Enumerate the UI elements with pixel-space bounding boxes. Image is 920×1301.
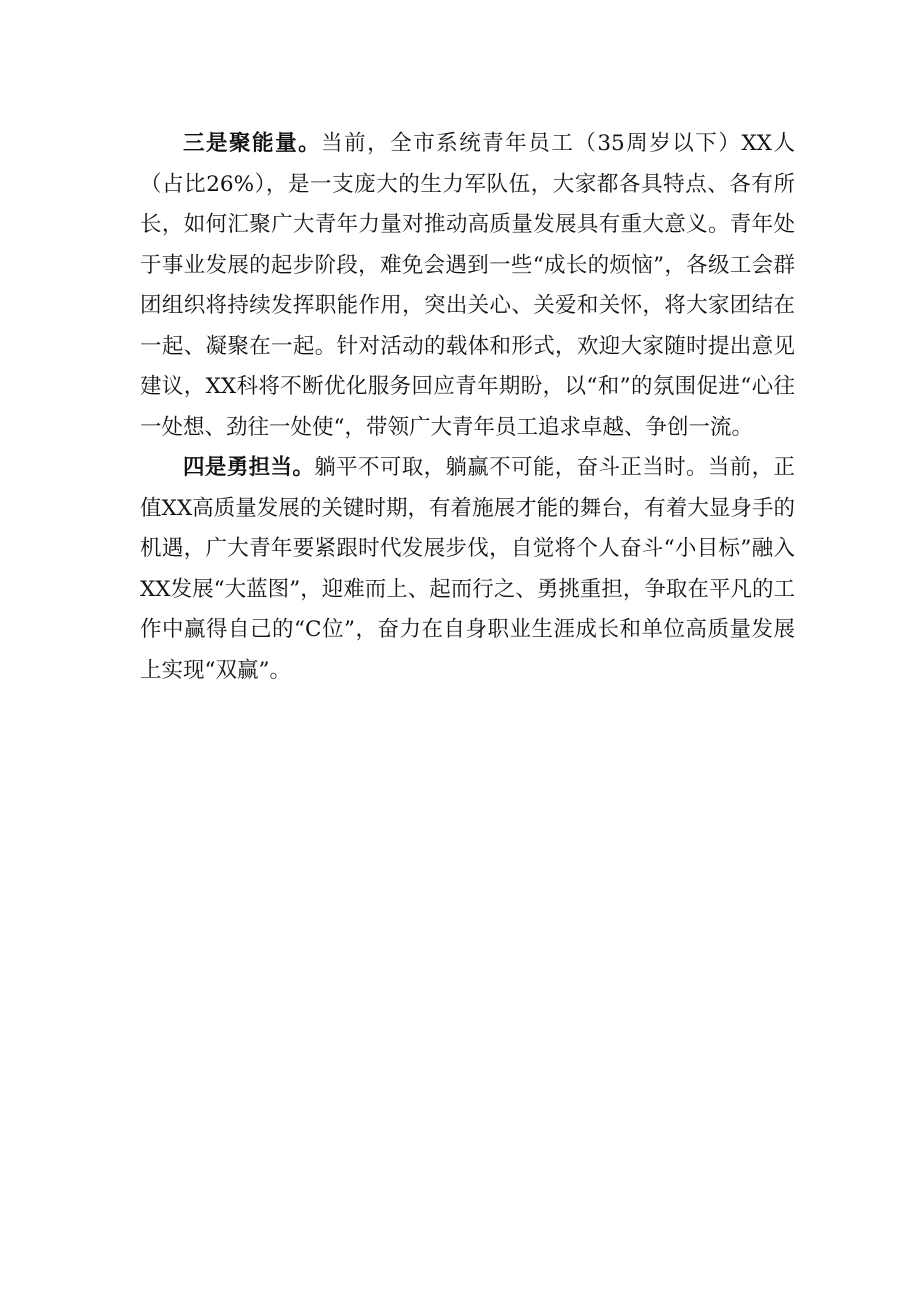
paragraph-2-lead: 四是勇担当。 [183, 455, 315, 480]
paragraph-1 [140, 124, 795, 448]
paragraph-2 [140, 448, 795, 691]
document-body [140, 124, 795, 691]
paragraph-1-lead: 三是聚能量。 [183, 131, 322, 156]
paragraph-2-body: 躺平不可取，躺赢不可能，奋斗正当时。当前，正值XX高质量发展的关键时期，有着施展才能的舞台，有着大显身手的机遇，广大青年要紧跟时代发展步伐，自觉将个人奋斗“小目标”融入XX发展“大蓝图”，迎难而上、起而行之、勇挑重担，争取在平凡的工作中赢得自己的“C位”，奋力在自身职业生涯成长和单位高质量发展上实现“双赢”。 [140, 455, 795, 683]
paragraph-1-body: 当前，全市系统青年员工（35周岁以下）XX人（占比26%），是一支庞大的生力军队伍，大家都各具特点、各有所长，如何汇聚广大青年力量对推动高质量发展具有重大意义。青年处于事业发展的起步阶段，难免会遇到一些“成长的烦恼”，各级工会群团组织将持续发挥职能作用，突出关心、关爱和关怀，将大家团结在一起、凝聚在一起。针对活动的载体和形式，欢迎大家随时提出意见建议，XX科将不断优化服务回应青年期盼，以“和”的氛围促进“心往一处想、劲往一处使“，带领广大青年员工追求卓越、争创一流。 [140, 131, 795, 440]
